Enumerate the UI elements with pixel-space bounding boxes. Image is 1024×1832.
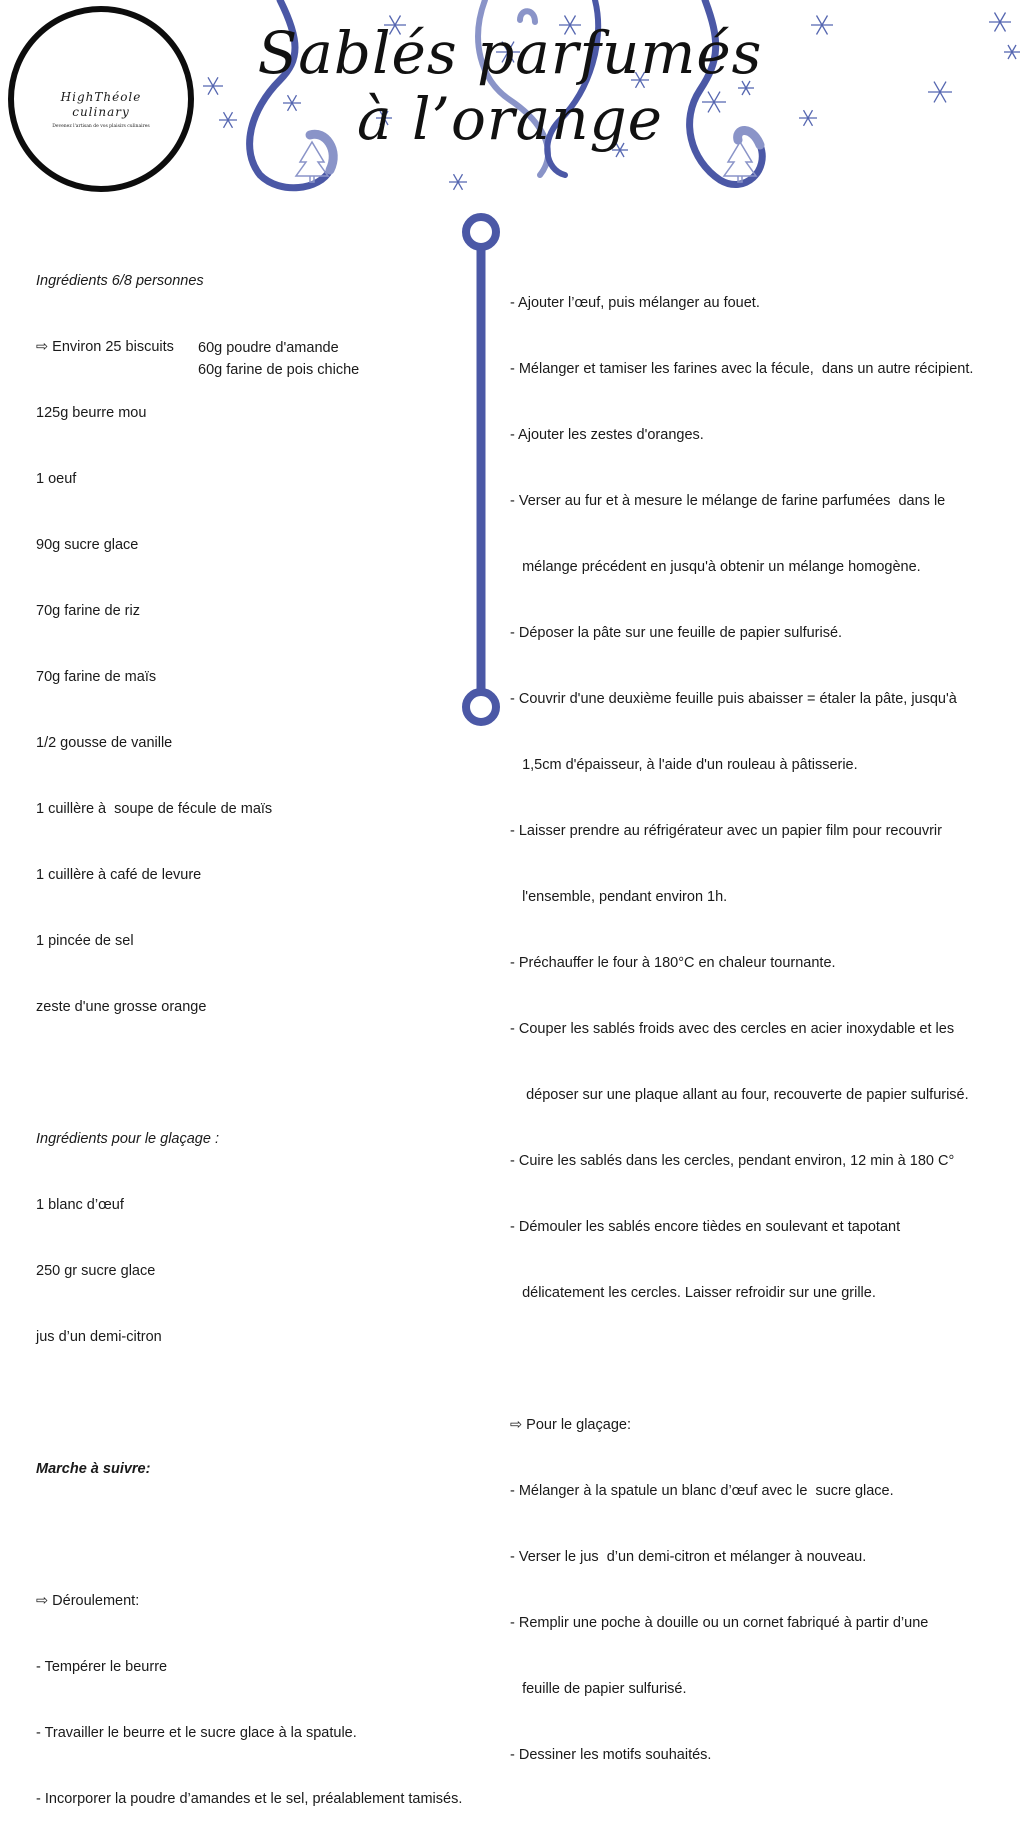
list-item: 1 oeuf: [36, 471, 77, 487]
list-item: l'ensemble, pendant environ 1h.: [510, 889, 728, 905]
side-ingredient: 60g farine de pois chiche: [198, 362, 360, 378]
list-item: - Dessiner les motifs souhaités.: [510, 1747, 712, 1763]
logo-brand-line2: culinary: [72, 105, 130, 119]
list-item: - Mélanger et tamiser les farines avec la fécule, dans un autre récipient.: [510, 361, 974, 377]
list-item: - Ajouter les zestes d'oranges.: [510, 427, 704, 443]
list-item: 1 blanc d’œuf: [36, 1197, 124, 1213]
list-item: - Remplir une poche à douille ou un cornet fabriqué à partir d’une: [510, 1615, 929, 1631]
list-item: - Verser le jus d’un demi-citron et mélanger à nouveau.: [510, 1549, 867, 1565]
list-item: 1 pincée de sel: [36, 933, 134, 949]
title-line1: Sablés parfumés: [257, 19, 763, 87]
ingredients-heading: Ingrédients 6/8 personnes: [36, 273, 204, 289]
divider-bottom-ring: [466, 692, 496, 722]
spacer: [36, 1062, 462, 1084]
list-item: - Laisser prendre au réfrigérateur avec un papier film pour recouvrir: [510, 823, 942, 839]
logo-brand: [14, 90, 188, 120]
list-item: 70g farine de riz: [36, 603, 140, 619]
snowflake-icon: [928, 82, 952, 103]
list-item: 1/2 gousse de vanille: [36, 735, 173, 751]
spacer: [36, 1392, 462, 1414]
snowflake-icon: [1004, 45, 1020, 59]
list-item: 250 gr sucre glace: [36, 1263, 156, 1279]
snowflake-icon: [203, 77, 223, 94]
snowflake-icon: [799, 110, 817, 126]
divider-top-ring: [466, 217, 496, 247]
list-item: - Incorporer la poudre d’amandes et le sel, préalablement tamisés.: [36, 1791, 463, 1807]
glacage-method-heading: ⇨ Pour le glaçage:: [510, 1417, 631, 1433]
logo-brand-line1: HighThéole: [60, 90, 142, 104]
list-item: 1 cuillère à café de levure: [36, 867, 202, 883]
right-column: [510, 248, 973, 1788]
list-item: - Couvrir d'une deuxième feuille puis abaisser = étaler la pâte, jusqu'à: [510, 691, 957, 707]
list-item: feuille de papier sulfurisé.: [510, 1681, 687, 1697]
list-item: - Tempérer le beurre: [36, 1659, 168, 1675]
list-item: - Déposer la pâte sur une feuille de papier sulfurisé.: [510, 625, 843, 641]
list-item: 1,5cm d'épaisseur, à l'aide d'un rouleau à pâtisserie.: [510, 757, 858, 773]
list-item: - Couper les sablés froids avec des cercles en acier inoxydable et les: [510, 1021, 955, 1037]
snowflake-icon: [989, 13, 1011, 32]
spacer: [510, 1348, 973, 1370]
list-item: - Mélanger à la spatule un blanc d’œuf avec le sucre glace.: [510, 1483, 894, 1499]
list-item: 70g farine de maïs: [36, 669, 157, 685]
list-item: délicatement les cercles. Laisser refroidir sur une grille.: [510, 1285, 876, 1301]
list-item: - Ajouter l’œuf, puis mélanger au fouet.: [510, 295, 760, 311]
list-item: mélange précédent en jusqu'à obtenir un mélange homogène.: [510, 559, 921, 575]
logo: [8, 6, 194, 192]
spacer: [36, 1524, 462, 1546]
list-item: zeste d'une grosse orange: [36, 999, 207, 1015]
list-item: 90g sucre glace: [36, 537, 139, 553]
glacage-ingredients-heading: Ingrédients pour le glaçage :: [36, 1131, 219, 1147]
list-item: - Cuire les sablés dans les cercles, pendant environ, 12 min à 180 C°: [510, 1153, 955, 1169]
title-line2: à l’orange: [356, 85, 664, 153]
list-item: jus d’un demi-citron: [36, 1329, 162, 1345]
list-item: - Travailler le beurre et le sucre glace à la spatule.: [36, 1725, 357, 1741]
list-item: - Préchauffer le four à 180°C en chaleur tournante.: [510, 955, 836, 971]
list-item: - Démouler les sablés encore tièdes en soulevant et tapotant: [510, 1219, 901, 1235]
left-column: [36, 226, 462, 1832]
list-item: 1 cuillère à soupe de fécule de maïs: [36, 801, 273, 817]
snowflake-icon: [811, 16, 833, 35]
method-subheading: ⇨ Déroulement:: [36, 1593, 140, 1609]
logo-tagline: Devenez l'artisan de vos plaisirs culinaires: [52, 124, 150, 129]
snowflake-icon: [449, 174, 467, 190]
list-item: déposer sur une plaque allant au four, recouverte de papier sulfurisé.: [510, 1087, 969, 1103]
recipe-title: [240, 20, 780, 152]
list-item: 125g beurre mou: [36, 405, 147, 421]
list-item: - Verser au fur et à mesure le mélange de farine parfumées dans le: [510, 493, 946, 509]
snowflake-icon: [219, 112, 237, 128]
method-heading: Marche à suivre:: [36, 1461, 151, 1477]
list-item: ⇨ Environ 25 biscuits: [36, 339, 174, 355]
side-ingredient: 60g poudre d'amande: [198, 340, 339, 356]
